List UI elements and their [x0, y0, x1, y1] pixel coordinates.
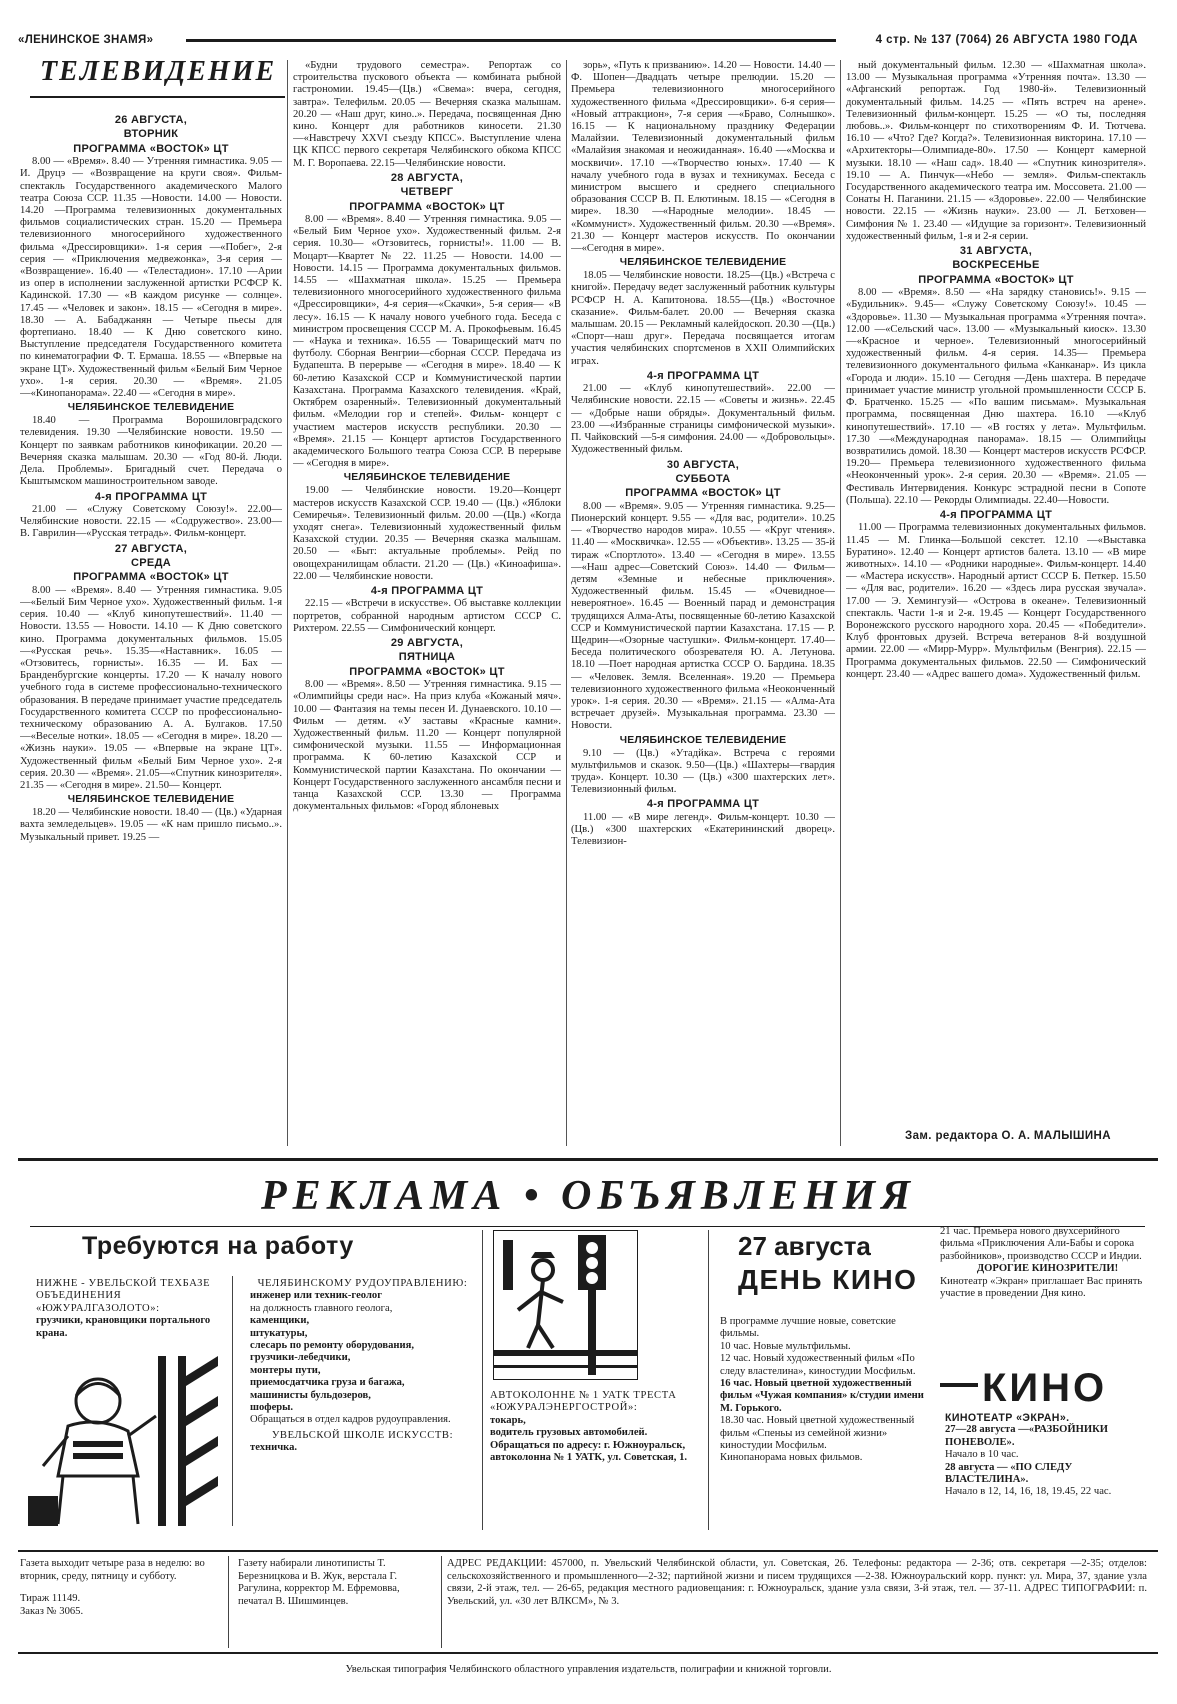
kino-rule — [940, 1383, 978, 1387]
tv-section-title: ТЕЛЕВИДЕНИЕ — [40, 56, 277, 87]
ad-uatk-line: водитель грузовых автомобилей. — [490, 1427, 648, 1439]
cinema-day-line: 16 час. Новый цветной художественный фильм «Чужая компания» к/студии имени М. Горького. — [720, 1378, 924, 1414]
schedule-listing: 8.00 — «Время». 8.50 — Утренняя гимнастика. 9.15 — «Олимпийцы среди нас». На приз клуба «Кожаный мяч». 10.00 — Фантазия на темы песен И. Дунаевского. 10.10 — Фильм — детям. «У заставы «Красные камни». Художественный фильм. 11.20 — Концерт популярной симфонической музыки. 11.55 — Информационная программа. К 60-летию Казахской ССР и Коммунистической партии Казахстана. По окончании — Концерт Государственного заслуженного ансамбля песни и танца Казахской ССР. 13.30 — Программа документальных фильмов: «Город яблоневых — [293, 679, 561, 813]
footer-divider — [441, 1556, 442, 1648]
schedule-heading: 31 АВГУСТА, — [959, 245, 1033, 258]
channel-heading: ЧЕЛЯБИНСКОЕ ТЕЛЕВИДЕНИЕ — [619, 734, 787, 746]
masthead-rule — [186, 39, 836, 42]
schedule-listing: 21.00 — «Клуб кинопутешествий». 22.00 — Челябинские новости. 22.15 — «Советы и жизнь». 22.45 — «Добрые наши обряды». Документальный фильм. 23.00 —«Избранные страницы симфонической музыки». П. Чайковский —5-я симфония. 24.00 — «Добровольцы». Художественный фильм. — [571, 383, 835, 456]
schedule-heading: 4-я ПРОГРАММА ЦТ — [646, 798, 760, 811]
footer-order-number: Заказ № 3065. — [20, 1605, 84, 1617]
schedule-listing: 11.00 — Программа телевизионных документальных фильмов. 11.45 — М. Глинка—Большой секстет. 12.10 —«Выставка Буратино». 12.40 — Концерт артистов балета. 13.10 — «В мире животных». 14.10 — «Родники народные». Фильм-концерт. 14.40 — «Мастера искусств». Народный артист СССР Б. Петкер. 15.50 — «Для вас, родители». 16.20 — «Здесь лира русская звучала». 17.00 — Э. Хемингуэй— «Острова в океане». Телевизионный спектакль. Части 1-я и 2-я. 19.45 — Концерт Государственного Воронежского русского народного хора. 20.45 — «Победители». Клуб фронтовых друзей. Встреча ветеранов 8-й воздушной армии. 22.00 — «Мирр-Мурр». Мультфильм (Венгрия). 22.15 — Программа документальных фильмов. 22.50 — Симфонический концерт. 23.40 — «Адрес вашего дома». Художественный фильм. — [846, 522, 1146, 680]
ads-section-title: РЕКЛАМА • ОБЪЯВЛЕНИЯ — [260, 1173, 917, 1219]
schedule-listing: 19.00 — Челябинские новости. 19.20—Концерт мастеров искусств Казахской ССР. 19.40 — (Цв.) «Яблоки Семиречья». Телевизионный фильм. 20.00 —(Цв.) «Когда уходят снега». Телевизионный художественный фильм Казахской студии. 20.35 — Вечерняя сказка малышам. 20.50 — «Быт: актуальные проблемы». Рейд по овощехранилищам области. 21.20 — (Цв.) «Кинoафиша». 22.00 — Челябинские новости. — [293, 485, 561, 582]
footer-divider — [228, 1556, 229, 1648]
traffic-illustration — [493, 1230, 638, 1380]
ad-chel-line: грузчики-лебедчики, — [250, 1352, 351, 1364]
cinema-day-title — [738, 1229, 917, 1297]
schedule-listing: зорь», «Путь к призванию». 14.20 — Новости. 14.40 — Ф. Шопен—Двадцать четыре прелюдии. 15.20 — Премьера телевизионного многосерийного художественного фильма «Дрессировщики». 6-я серия— «Новый аттракцион», 7-я серия —«Браво, Солнышко». 16.15 — К национальному празднику Федерации Малайзии. Телевизионный документальный фильм «Малайзия знакомая и неожиданная». 16.40 —«Москва и москвичи». 17.10 —«Творчество юных». 17.40 — К началу учебного года в вузах и техникумах. Беседа с министром высшего и среднего специального образования СССР В. П. Елютиным. 18.15 — «Сегодня в мире». 18.30 —«Народные мелодии». 18.45 — «Коммунист». Художественный фильм. 20.30 —«Время». 21.30 — Концерт мастеров искусств. По окончании —«Сегодня в мире». — [571, 60, 835, 255]
schedule-heading: СУББОТА — [675, 472, 731, 485]
ekran-line: Начало в 10 час. — [945, 1449, 1019, 1461]
schedule-listing: 8.00 — «Время». 8.40 — Утренняя гимнастика. 9.05 — И. Друцэ — «Возвращение на круги своя». Фильм-спектакль Государственного академического Малого театра Союза ССР. 11.35 —Новости. 14.00 — Новости. 14.20 —Программа телевизионных документальных фильмов социалистических стран. 15.20 — Премьера телевизионного многосерийного художественного фильма «Дрессировщики». 1-я серия —«Побег», 2-я серия — «Приключения медвежонка», 3-я серия — «Возвращение». 16.40 — «Телестадион». 17.10 —Арии из опер в исполнении заслуженной артистки РСФСР К. Кадинской. 17.30 — «В каждом рисунке — солнце». 17.45 — «Человек и закон». 18.15 — «Сегодня в мире». 18.30 — А. Бабаджанян — Четыре пьесы для фортепиано. 18.40 — К Дню советского кино. Выступление председателя Государственного комитета по кинематографии Ф. Т. Ермаша. 18.55 — «Впервые на экране ЦТ». Художественный фильм «Белый Бим Черное ухо». 1-я серия. 20.30 — «Время». 21.05 —«Кинопанорама». 22.40 — «Сегодня в мире». — [20, 156, 282, 400]
cinema-day-intro: В программе лучшие новые, советские фильмы. — [720, 1316, 896, 1340]
worker-illustration — [28, 1356, 223, 1526]
footer-rule — [18, 1550, 1158, 1552]
masthead — [18, 34, 1138, 50]
ad-chel-line: штукатуры, — [250, 1327, 308, 1339]
schedule-heading: ВОСКРЕСЕНЬЕ — [952, 259, 1040, 272]
cinema-day-line: 18.30 час. Новый цветной художественный фильм «Спеньы из семейной жизни» киностудии Мосфильм. — [720, 1415, 915, 1452]
ad-chel-line: на должность главного геолога, — [250, 1302, 393, 1314]
footer-staff: Газету набирали линотиписты Т. Березницкова и В. Жук, верстала Г. Рагулина, корректор М. Ефремовва, печатал В. Шишминцев. — [238, 1558, 400, 1607]
column-divider — [566, 60, 567, 1146]
ekran-line: Начало в 12, 14, 16, 18, 19.45, 22 час. — [945, 1486, 1112, 1498]
ad-chel-line: машинисты бульдозеров, — [250, 1389, 371, 1401]
schedule-listing: 11.00 — «В мире легенд». Фильм-концерт. 10.30 — (Цв.) «300 шахтерских «Екатерининский дворец». Телевизион- — [571, 811, 835, 848]
ad-divider — [482, 1230, 483, 1530]
cinema-day-line: 10 час. Новые мультфильмы. — [720, 1340, 851, 1352]
schedule-heading: 4-я ПРОГРАММА ЦТ — [370, 584, 484, 597]
column-divider — [840, 60, 841, 1146]
footer-publication-info — [20, 1558, 215, 1618]
schedule-listing: 8.00 — «Время». 9.05 — Утренняя гимнастика. 9.25— Пионерский концерт. 9.55 — «Для вас, родители». 10.25 — «Творчество народов мира». 10.55 — «Круг чтения». 11.40 — «Москвичка». 12.55 — «Объектив». 13.25 — 35-й тираж «Спортлото». 13.40 — «Сегодня в мире». 13.55 —«Наш адрес—Советский Союз». 14.40 — Фильм—детям «Земные и небесные приключения». Художественный фильм. 15.45 — «Очевидное—невероятное». 16.45 — Военный парад и демонстрация трудящихся Алма-Аты, посвященные 60-летию Казахской ССР и Коммунистической партии Казахстана. 17.15 — Р. Щедрин—«Озорные частушки». Фильм-концерт. 17.40—Беседа политического обозревателя Ю. А. Летунова. 18.10 —Поет народная артистка СССР О. Бардина. 18.35 — «Человек. Земля. Вселенная». 19.20 — Премьера телевизионного художественного фильма «Неоконченный урок». 1-я серия. 20.30 — «Время». 21.15 — «Алма-Ата встречает друзей». Музыкальная программа. 23.30 — Новости. — [571, 500, 835, 732]
channel-heading: ЧЕЛЯБИНСКОЕ ТЕЛЕВИДЕНИЕ — [67, 402, 235, 414]
premiere-greeting: ДОРОГИЕ КИНОЗРИТЕЛИ! — [976, 1263, 1119, 1275]
ad-ekran-cinema — [945, 1412, 1155, 1499]
channel-heading: ЧЕЛЯБИНСКОЕ ТЕЛЕВИДЕНИЕ — [67, 794, 235, 806]
ad-ustv-head: НИЖНЕ - УВЕЛЬСКОЙ ТЕХБАЗЕ ОБЪЕДИНЕНИЯ «ЮЖУРАЛГАЗОЛОТО»: — [36, 1278, 211, 1314]
tv-column-4 — [846, 60, 1146, 1128]
schedule-listing: 8.00 — «Время». 8.40 — Утренняя гимнастика. 9.05 — «Белый Бим Черное ухо». Художественный фильм. 2-я серия. 10.30— «Отзовитесь, горнисты!». 11.00 — В. Моцарт—Квартет № 22. 11.25 — Новости. 14.00 — Новости. 14.15 — Программа документальных фильмов. 14.55 — «Шахматная школа». 15.25 — Премьера телевизионного многосерийного художественного фильма «Дрессировщики», 4-я серия—«Скачки», 5-я серия— «В лесу». 16.15 — К началу нового учебного года. Беседа с министром просвещения СССР М. А. Прокофьевым. 16.45 — «Наука и техника». 16.55 — Товарищеский матч по футболу. Сборная Венгрии—сборная СССР. Передача из Будапешта. В перерыве — «Сегодня в мире». 18.40 — К 60-летию Казахской ССР и Коммунистической партии Казахстана. Программа Казахского телевидения. «Край, Октябрем озаренный». Телевизионный документальный фильм. «Мелодии гор и степей». Фильм- концерт с участием мастеров искусств республики. 20.30 — «Время». 21.15 — Концерт артистов Государственного академического Большого театра Союза ССР. В перерыве— «Сегодня в мире». — [293, 214, 561, 470]
schedule-listing: 8.00 — «Время». 8.40 — Утренняя гимнастика. 9.05 —«Белый Бим Черное ухо». Художественный фильм. 1-я серия. 10.40 — «Клуб кинопутешествий». 11.40 — Новости. 13.55 — Новости. 14.10 — К Дню советского кино. Программа документальных фильмов. 15.05 —«Русская речь». 15.35—«Наставник». 16.05 — «Отзовитесь, горнисты». 16.35 — И. Бах — Бранденбургские концерты. 17.20 — К началу нового учебного года в системе профессионально-технического образования. В передаче принимает участие председатель Государственного комитета СССР по профессионально-техническому образованию А. А. Булгаков. 17.50—«Веселые нотки». 18.05 — «Сегодня в мире». 18.20 — «Жизнь науки». 19.05 — «Впервые на экране ЦТ». Художественный фильм «Белый Бим Черное ухо». 2-я серия. 20.30 — «Время». 21.05—«Спутник кинозрителя». 21.35 — «Сегодня в мире». 21.50— Концерт. — [20, 584, 282, 791]
ekran-title: КИНОТЕАТР «ЭКРАН». — [945, 1412, 1070, 1424]
premiere-line: 21 час. Премьера нового двухсерийного фильма «Приключения Али-Бабы и сорока разбойников», производство СССР и Индии. — [940, 1226, 1142, 1262]
cinema-day-line: Кинопанорама новых фильмов. — [720, 1452, 863, 1464]
kino-heading: КИНО — [982, 1366, 1108, 1410]
ad-chelyabinsk-mining — [250, 1278, 475, 1455]
schedule-heading: ПРОГРАММА «ВОСТОК» ЦТ — [349, 665, 505, 678]
ad-chel-line: монтеры пути, — [250, 1364, 321, 1376]
schedule-heading: 4-я ПРОГРАММА ЦТ — [939, 508, 1053, 521]
ekran-line: 27—28 августа —«РАЗБОЙНИКИ ПОНЕВОЛЕ». — [945, 1424, 1109, 1448]
ad-divider — [232, 1276, 233, 1526]
schedule-heading: ПРОГРАММА «ВОСТОК» ЦТ — [73, 571, 229, 584]
schedule-heading: 4-я ПРОГРАММА ЦТ — [94, 490, 208, 503]
channel-heading: ЧЕЛЯБИНСКОЕ ТЕЛЕВИДЕНИЕ — [343, 472, 511, 484]
schedule-listing: 8.00 — «Время». 8.50 — «На зарядку становись!». 9.15 — «Будильник». 9.45— «Служу Советскому Союзу!». 10.45 — «Здоровье». 11.30 — Музыкальная программа «Утренняя почта». 12.00 —«Сельский час». 13.00 — «Музыкальный киоск». 13.30 —«Красное и черное». Телевизионный многосерийный художественный фильм. 4-я серия. 14.35— Премьера телевизионного документального фильма «Канканар». Из цикла «Города и люди». 15.10 — Сегодня —День шахтера. В передаче принимает участие министр угольной промышленности СССР Б. Ф. Братченко. 15.25 — «По вашим письмам». Музыкальная программа, посвященная Дню шахтера. 16.10 —«Клуб кинопутешествий». 17.10 — «В гостях у лета». Мультфильм. 17.30 —«Международная панорама». 18.15 — Олимпийцы возвратились домой. 18.30 — Концерт мастеров искусств РСФСР. 19.20— Премьера телевизионного художественного фильма «Неоконченный урок». 2-я серия. 20.30 — «Время». 21.05 — Фестиваль Интервидения. Конкурс эстрадной песни в Сопоте (Польша). 22.10 — Рекорды Олимпиады. 22.40—Новости. — [846, 287, 1146, 506]
ad-ustv-body: грузчики, крановщики портального крана. — [36, 1315, 211, 1339]
ad-chel-line: шоферы. — [250, 1402, 294, 1414]
schedule-heading: ПРОГРАММА «ВОСТОК» ЦТ — [625, 487, 781, 500]
ad-school-line: техничка. — [250, 1442, 298, 1454]
schedule-heading: 28 АВГУСТА, — [390, 171, 464, 184]
footer-print-run: Тираж 11149. — [20, 1593, 81, 1605]
schedule-heading: ПЯТНИЦА — [398, 651, 456, 664]
schedule-listing: ный документальный фильм. 12.30 — «Шахматная школа». 13.00 — Музыкальная программа «Утренняя почта». 13.30 — «Афганский репортаж. Год 1980-й». Телевизионный документальный фильм. 14.25 — «Пять встреч на арене». Телевизионный фильм-концерт. 15.25 — «О ты, последняя любовь..». Фильм-концерт по стихотворениям Ф. И. Тютчева. 16.10 — «Что? Где? Когда?». Телевизионная викторина. 17.10 — «Архитекторы—Олимпиаде-80». 17.50 — Концерт камерной музыки. 18.10 — «Наш сад». 18.40 — «Спутник кинозрителя». 19.10 — А. Пинчук—«Небо — земля». Фильм-спектакль Государственного академического театра им. Моссовета. 21.00 — Сонаты Н. Паганини. 21.15 — «Здоровье». 22.00 — Челябинские новости. 22.15 — «Жизнь науки». 23.00 — Л. Бетховен—Симфония № 1. 23.40 — «Идущие за горизонт». Телевизионный художественный фильм, 1-я и 2-я серии. — [846, 60, 1146, 242]
schedule-listing: 22.15 — «Встречи в искусстве». Об выставке коллекции портретов, собранной народным артистом СССР С. Рихтером. 22.55 — Симфонический концерт. — [293, 598, 561, 634]
column-divider — [287, 60, 288, 1146]
schedule-listing: «Будни трудового семестра». Репортаж со строительства пускового объекта — комбината рыбной гастрономии. 19.45—(Цв.) «Свема»: вчера, сегодня, завтра». Телефильм. 20.05 — Вечерняя сказка малышам. 20.20 — «Наш друг, кино..». Передача, посвященная Дню кино. Концерт для работников киносети. 21.30—«Навстречу XXVI съезду КПСС». Выступление члена ЦК КПСС первого секретаря Челябинского обкома КПСС М. Г. Воропаева. 22.15—Челябинские новости. — [293, 60, 561, 169]
footer-address: АДРЕС РЕДАКЦИИ: 457000, п. Увельский Челябинской области, ул. Советская, 26. Телефоны: редактора — 2-36; отв. секретаря —2-35; отделов: сельскохозяйственного и промышленного—2-32; партийной жизни и писем трудящихся —2-38. Южноуральский корр. пункт: ул. Мира, 37, здание узла связи, 2-й этаж, тел. — 26-65, редакция местного радиовещания: г. Южноуральск, здание узла связи, 3-й этаж, тел. — 37-11. АДРЕС ТИПОГРАФИИ: п. Увельский, ул. «30 лет ВЛКСМ», № 3. — [447, 1558, 1147, 1607]
tv-column-1 — [20, 112, 282, 1127]
schedule-heading: ПРОГРАММА «ВОСТОК» ЦТ — [918, 273, 1074, 286]
ad-premiere — [940, 1226, 1155, 1300]
paper-name: «ЛЕНИНСКОЕ ЗНАМЯ» — [18, 34, 154, 46]
schedule-listing: 9.10 — (Цв.) «Утадйка». Встреча с героями мультфильмов и сказок. 9.50—(Цв.) «Шахтеры—гвардия труда». Концерт. 10.30 — (Цв.) «300 шахтерских лет». Телевизионный фильм. — [571, 747, 835, 796]
deputy-editor-line: Зам. редактора О. А. МАЛЫШИНА — [905, 1130, 1111, 1142]
ad-autocolumn — [490, 1390, 690, 1464]
ekran-line: 28 августа — «ПО СЛЕДУ ВЛАСТЕЛИНА». — [945, 1461, 1073, 1486]
ad-chel-line: каменщики, — [250, 1315, 310, 1327]
schedule-heading: СРЕДА — [131, 556, 171, 569]
tv-title-rule — [30, 96, 285, 98]
schedule-listing: 21.00 — «Служу Советскому Союзу!». 22.00—Челябинские новости. 22.15 — «Содружество». 23.00—В. Гаврилин—«Русская тетрадь». Фильм-концерт. — [20, 503, 282, 540]
schedule-heading: ЧЕТВЕРГ — [400, 186, 454, 199]
ad-school-head: УВЕЛЬСКОЙ ШКОЛЕ ИСКУССТВ: — [271, 1429, 454, 1441]
cinema-day-date: 27 августа — [738, 1231, 871, 1261]
ad-chel-line: приемосдатчика груза и багажа, — [250, 1377, 405, 1389]
schedule-heading: 26 АВГУСТА, — [114, 114, 188, 126]
schedule-heading: 30 АВГУСТА, — [666, 458, 740, 471]
issue-info: 4 стр. № 137 (7064) 26 АВГУСТА 1980 ГОДА — [875, 34, 1138, 46]
ad-uatk-head: АВТОКОЛОННЕ № 1 УАТК ТРЕСТА «ЮЖУРАЛЭНЕРГОСТРОЙ»: — [490, 1390, 677, 1414]
jobs-title: Требуются на работу — [82, 1232, 354, 1260]
cinema-day-line: 12 час. Новый художественный фильм «По следу властелина», киностудии Мосфильм. — [720, 1353, 916, 1377]
tv-column-3 — [571, 60, 835, 1150]
cinema-day-heading: ДЕНЬ КИНО — [738, 1264, 918, 1295]
printer-line: Увельская типография Челябинского областного управления издательств, полиграфии и книжной торговли. — [345, 1664, 832, 1675]
schedule-listing: 18.20 — Челябинские новости. 18.40 — (Цв.) «Ударная вахта земледельцев». 19.05 — «К нам пришло письмо..». Музыкальный привет. 19.25 — — [20, 807, 282, 843]
ad-divider — [708, 1230, 709, 1530]
section-divider — [18, 1158, 1158, 1161]
schedule-heading: 27 АВГУСТА, — [114, 542, 188, 555]
ad-uatk-address: Обращаться по адресу: г. Южноуральск, автоколонна № 1 УАТК, ул. Советская, 1. — [490, 1439, 688, 1464]
footer-frequency: Газета выходит четыре раза в неделю: во вторник, среду, пятницу и субботу. — [20, 1558, 205, 1582]
schedule-heading: ПРОГРАММА «ВОСТОК» ЦТ — [349, 200, 505, 213]
footer-rule — [18, 1652, 1158, 1654]
channel-heading: ЧЕЛЯБИНСКОЕ ТЕЛЕВИДЕНИЕ — [619, 257, 787, 269]
schedule-heading: 29 АВГУСТА, — [390, 636, 464, 649]
ad-chel-line: слесарь по ремонту оборудования, — [250, 1340, 415, 1352]
schedule-heading: ВТОРНИК — [123, 128, 179, 141]
ad-uatk-line: токарь, — [490, 1414, 526, 1426]
ad-cinema-day — [720, 1316, 925, 1465]
premiere-line: Кинотеатр «Экран» приглашает Вас принять участие в проведении Дня кино. — [940, 1275, 1143, 1300]
schedule-heading: 4-я ПРОГРАММА ЦТ — [646, 369, 760, 382]
schedule-listing: 18.40 — Программа Ворошиловградского телевидения. 19.30 —Челябинские новости. 19.50 — Концерт по заявкам работников кинофикации. 20.20 — Вечерняя сказка малышам. 20.30 — «Год 80-й. Люди. Дела. Проблемы». Бригадный счет. Передача о Кыштымском машиностроительном заводе. — [20, 415, 282, 488]
ad-chel-head: ЧЕЛЯБИНСКОМУ РУДОУПРАВЛЕНИЮ: — [257, 1278, 468, 1289]
tv-column-2 — [293, 60, 561, 1150]
ad-chel-geologist: инженер или техник-геолог — [250, 1290, 383, 1302]
ad-chel-line: Обращаться в отдел кадров рудоуправления. — [250, 1414, 451, 1426]
schedule-heading: ПРОГРАММА «ВОСТОК» ЦТ — [73, 142, 229, 155]
schedule-listing: 18.05 — Челябинские новости. 18.25—(Цв.) «Встреча с книгой». Передачу ведет заслуженный работник культуры РСФСР Н. А. Капитонова. 18.55—(Цв.) «Восточное сказание». Фильм-балет. 20.00 — Вечерняя сказка малышам. 20.15 — Рекламный калейдоскоп. 20.30 —(Цв.) «Спорт—наш друг». Передача посвящается итогам участия челябинских спортсменов в XXII Олимпийских играх. — [571, 270, 835, 367]
ad-ustv-techbase — [36, 1278, 216, 1340]
